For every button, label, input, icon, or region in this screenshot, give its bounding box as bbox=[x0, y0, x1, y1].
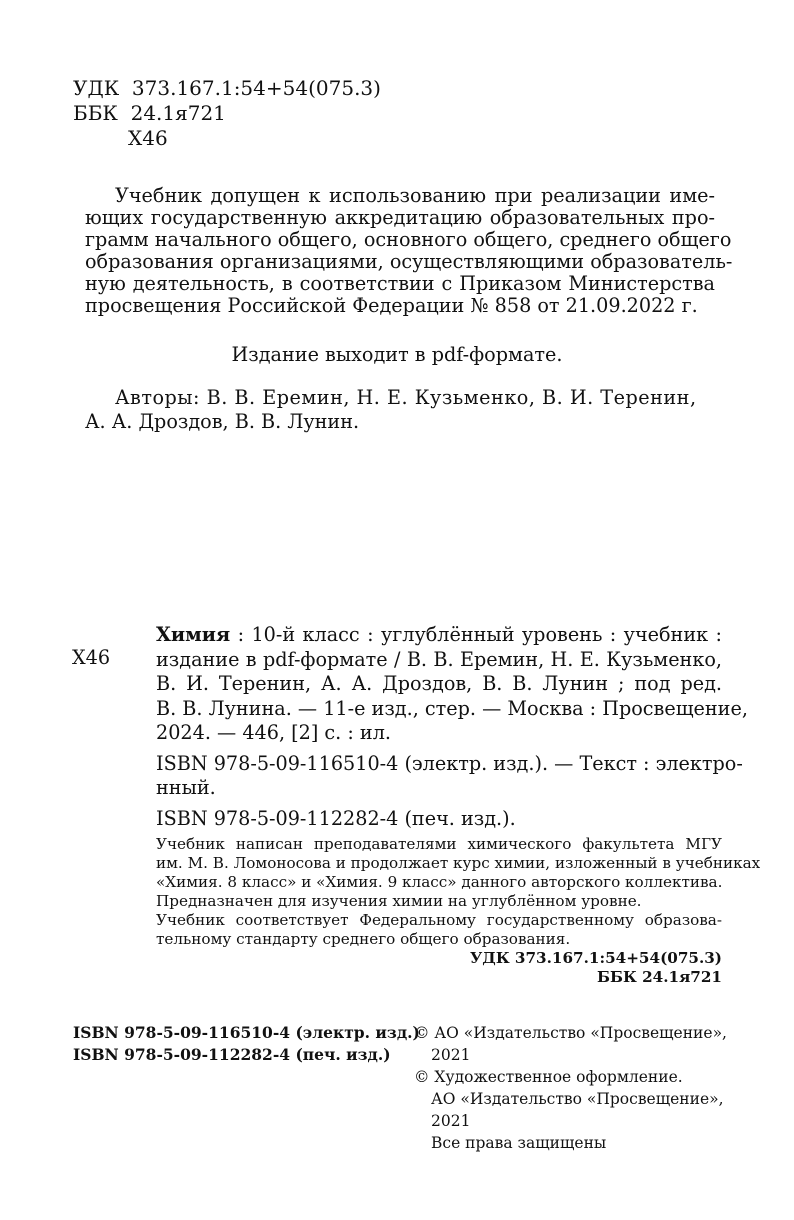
approval-line: грамм начального общего, основного общего, среднего общего bbox=[85, 228, 732, 251]
approval-paragraph bbox=[85, 184, 733, 317]
copyright-block bbox=[414, 1022, 727, 1154]
catalog-record bbox=[156, 623, 748, 831]
copyright-line: © АО «Издательство «Просвещение», bbox=[414, 1024, 727, 1042]
isbn-print-line: ISBN 978-5-09-112282-4 (печ. изд.). bbox=[156, 806, 516, 830]
catalog-codes bbox=[73, 76, 381, 151]
isbn-footer-print: ISBN 978-5-09-112282-4 (печ. изд.) bbox=[73, 1045, 391, 1064]
udk-code: УДК 373.167.1:54+54(075.3) bbox=[73, 76, 381, 100]
approval-line: ную деятельность, в соответствии с Приказом Министерства bbox=[85, 272, 715, 295]
copyright-line: АО «Издательство «Просвещение», bbox=[431, 1090, 724, 1108]
catalog-line: В. В. Лунина. — 11-е изд., стер. — Москва : Просвещение, bbox=[156, 696, 748, 720]
annotation bbox=[156, 835, 761, 987]
annotation-line: Предназначен для изучения химии на углублённом уровне. bbox=[156, 892, 642, 910]
catalog-line: 2024. — 446, [2] с. : ил. bbox=[156, 721, 392, 744]
book-title: Химия bbox=[156, 623, 231, 646]
isbn-electronic-line: ISBN 978-5-09-116510-4 (электр. изд.). — Текст : электро- bbox=[156, 751, 743, 775]
annotation-line: Учебник написан преподавателями химического факультета МГУ bbox=[156, 835, 722, 853]
authors-line: Авторы: В. В. Еремин, Н. Е. Кузьменко, В. И. Теренин, bbox=[115, 386, 697, 409]
copyright-line: 2021 bbox=[431, 1046, 471, 1064]
approval-line: просвещения Российской Федерации № 858 от 21.09.2022 г. bbox=[85, 294, 698, 317]
bbk-code: ББК 24.1я721 bbox=[73, 101, 226, 125]
copyright-line: © Художественное оформление. bbox=[414, 1068, 683, 1086]
annotation-line: Учебник соответствует Федеральному государственному образова- bbox=[156, 911, 722, 929]
copyright-line: 2021 bbox=[431, 1112, 471, 1130]
approval-line: образования организациями, осуществляющими образователь- bbox=[85, 250, 733, 273]
annotation-bbk: ББК 24.1я721 bbox=[597, 968, 722, 986]
isbn-footer bbox=[73, 1022, 420, 1066]
authors-line: А. А. Дроздов, В. В. Лунин. bbox=[85, 410, 360, 433]
annotation-udk: УДК 373.167.1:54+54(075.3) bbox=[469, 949, 722, 967]
annotation-line: тельному стандарту среднего общего образования. bbox=[156, 930, 571, 948]
approval-line: Учебник допущен к использованию при реализации име- bbox=[115, 184, 715, 207]
catalog-line: В. И. Теренин, А. А. Дроздов, В. В. Лунин ; под ред. bbox=[156, 672, 722, 695]
catalog-line: издание в pdf-формате / В. В. Еремин, Н. Е. Кузьменко, bbox=[156, 647, 722, 671]
author-sign: Х46 bbox=[128, 126, 168, 150]
catalog-title-line bbox=[156, 623, 722, 648]
authors-paragraph bbox=[85, 386, 715, 434]
approval-line: ющих государственную аккредитацию образовательных про- bbox=[85, 206, 715, 229]
isbn-electronic-line-cont: нный. bbox=[156, 776, 216, 799]
isbn-footer-electronic: ISBN 978-5-09-116510-4 (электр. изд.) bbox=[73, 1023, 420, 1042]
pdf-format-note: Издание выходит в pdf-формате. bbox=[231, 343, 563, 366]
catalog-sign: Х46 bbox=[72, 646, 111, 669]
catalog-title-rest: : 10-й класс : углублённый уровень : учебник : bbox=[230, 623, 722, 646]
annotation-line: им. М. В. Ломоносова и продолжает курс химии, изложенный в учебниках bbox=[156, 854, 761, 872]
copyright-line: Все права защищены bbox=[431, 1134, 607, 1152]
annotation-line: «Химия. 8 класс» и «Химия. 9 класс» данного авторского коллектива. bbox=[156, 873, 723, 891]
